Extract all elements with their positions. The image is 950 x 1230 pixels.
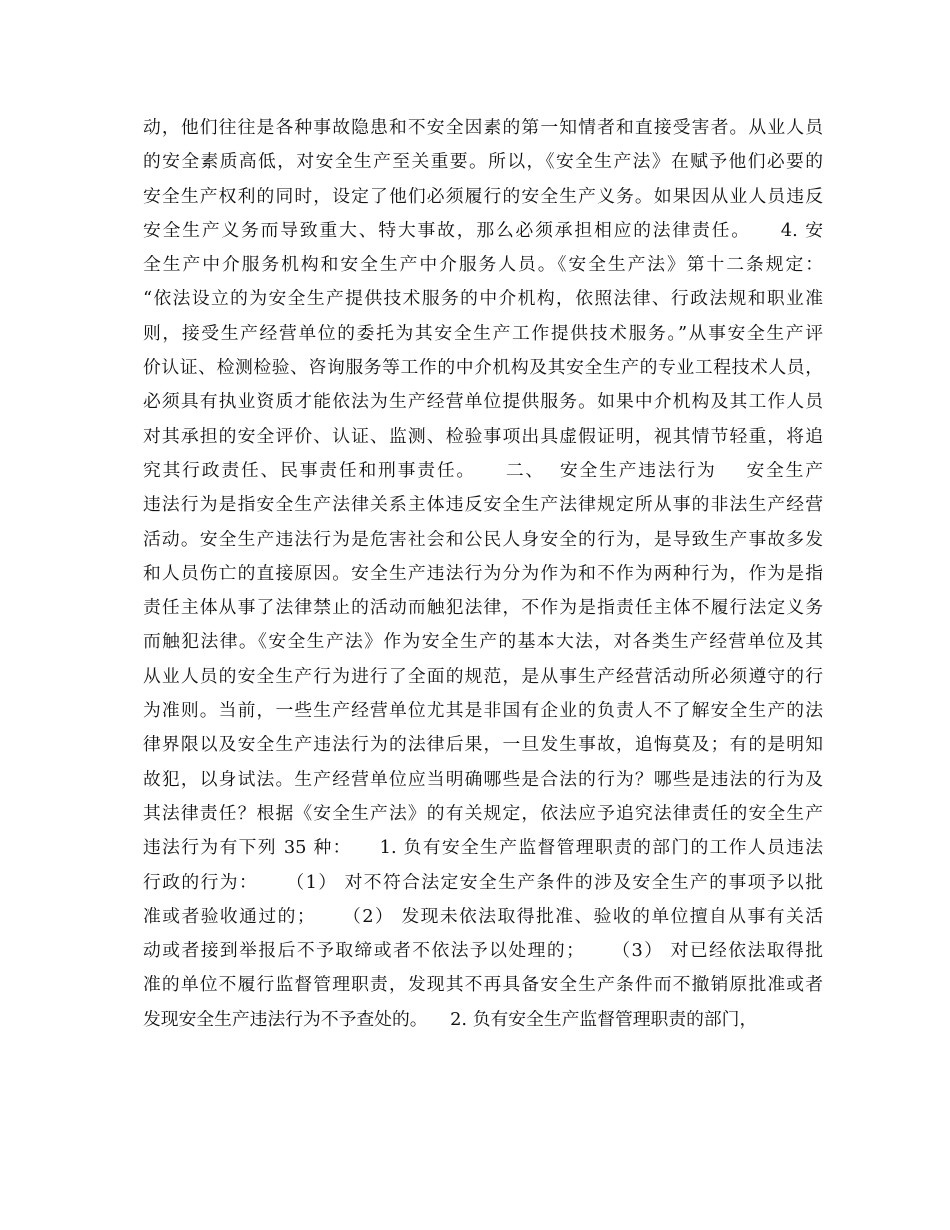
text-line: 发现安全生产违法行为不予查处的。 2. 负有安全生产监督管理职责的部门， <box>143 1008 758 1030</box>
text-line: 则，接受生产经营单位的委托为其安全生产工作提供技术服务。”从事安全生产评 <box>143 322 823 344</box>
text-line: 责任主体从事了法律禁止的活动而触犯法律，不作为是指责任主体不履行法定义务 <box>143 597 823 619</box>
text-line: 对其承担的安全评价、认证、监测、检验事项出具虚假证明，视其情节轻重，将追 <box>143 425 823 447</box>
text-line: 准的单位不履行监督管理职责，发现其不再具备安全生产条件而不撤销原批准或者 <box>143 974 823 996</box>
text-line: 活动。安全生产违法行为是危害社会和公民人身安全的行为，是导致生产事故多发 <box>143 528 823 550</box>
text-line: 的安全素质高低，对安全生产至关重要。所以，《安全生产法》在赋予他们必要的 <box>143 151 823 173</box>
text-line: 和人员伤亡的直接原因。安全生产违法行为分为作为和不作为两种行为，作为是指 <box>143 562 823 584</box>
text-line: 全生产中介服务机构和安全生产中介服务人员。《安全生产法》第十二条规定： <box>143 254 823 276</box>
text-line: 究其行政责任、民事责任和刑事责任。 二、 安全生产违法行为 安全生产 <box>143 459 823 481</box>
text-line: 其法律责任？根据《安全生产法》的有关规定，依法应予追究法律责任的安全生产 <box>143 802 823 824</box>
text-line: 动或者接到举报后不予取缔或者不依法予以处理的； （3） 对已经依法取得批 <box>143 940 823 962</box>
text-line: 违法行为是指安全生产法律关系主体违反安全生产法律规定所从事的非法生产经营 <box>143 494 823 516</box>
text-line: 故犯，以身试法。生产经营单位应当明确哪些是合法的行为？哪些是违法的行为及 <box>143 768 823 790</box>
document-body <box>143 111 823 1037</box>
text-line: 行政的行为： （1） 对不符合法定安全生产条件的涉及安全生产的事项予以批 <box>143 871 823 893</box>
text-line: 安全生产权利的同时，设定了他们必须履行的安全生产义务。如果因从业人员违反 <box>143 185 823 207</box>
text-line: 安全生产义务而导致重大、特大事故，那么必须承担相应的法律责任。 4. 安 <box>143 219 823 241</box>
text-line: 价认证、检测检验、咨询服务等工作的中介机构及其安全生产的专业工程技术人员， <box>143 357 823 379</box>
text-line: 准或者验收通过的； （2） 发现未依法取得批准、验收的单位擅自从事有关活 <box>143 905 823 927</box>
text-line: 必须具有执业资质才能依法为生产经营单位提供服务。如果中介机构及其工作人员 <box>143 391 823 413</box>
text-line: 动，他们往往是各种事故隐患和不安全因素的第一知情者和直接受害者。从业人员 <box>143 117 823 138</box>
text-line: 为准则。当前，一些生产经营单位尤其是非国有企业的负责人不了解安全生产的法 <box>143 700 823 722</box>
text-line: “依法设立的为安全生产提供技术服务的中介机构，依照法律、行政法规和职业准 <box>143 288 823 310</box>
text-line: 违法行为有下列 35 种： 1. 负有安全生产监督管理职责的部门的工作人员违法 <box>143 837 823 859</box>
text-line: 从业人员的安全生产行为进行了全面的规范，是从事生产经营活动所必须遵守的行 <box>143 665 823 687</box>
text-line: 律界限以及安全生产违法行为的法律后果，一旦发生事故，追悔莫及；有的是明知 <box>143 734 823 756</box>
text-line: 而触犯法律。《安全生产法》作为安全生产的基本大法，对各类生产经营单位及其 <box>143 631 823 653</box>
